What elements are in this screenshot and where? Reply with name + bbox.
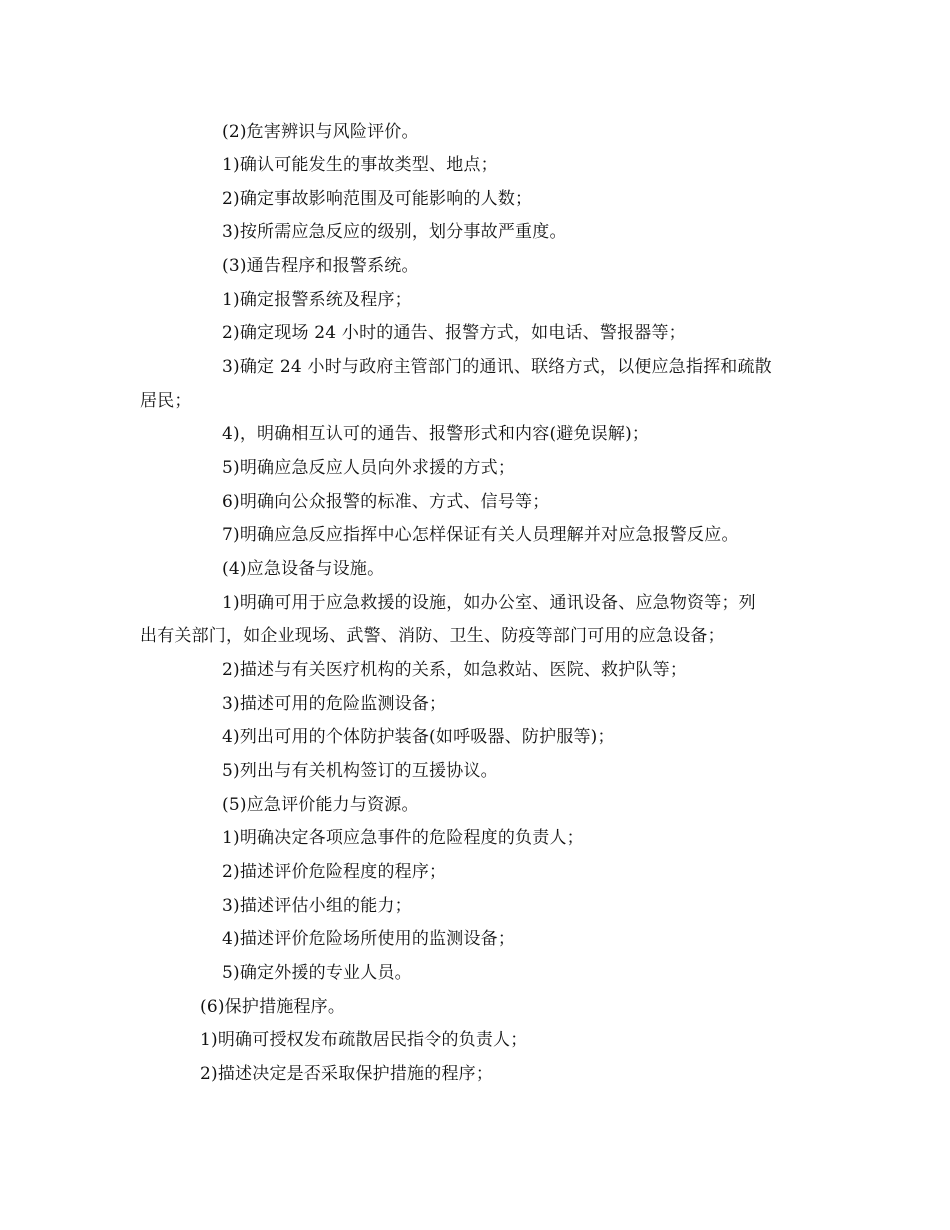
list-item: 1)确定报警系统及程序； (222, 290, 412, 310)
list-item: 1)确认可能发生的事故类型、地点； (222, 155, 498, 175)
list-item: 3)确定 24 小时与政府主管部门的通讯、联络方式，以便应急指挥和疏散 (222, 357, 772, 377)
list-item: 5)确定外援的专业人员。 (222, 963, 412, 983)
section-heading-6: (6)保护措施程序。 (200, 997, 346, 1017)
list-item: 2)确定现场 24 小时的通告、报警方式，如电话、警报器等； (222, 323, 686, 343)
section-heading-5: (5)应急评价能力与资源。 (222, 795, 419, 815)
list-item-continuation: 居民； (140, 391, 192, 411)
list-item: 4)列出可用的个体防护装备(如呼吸器、防护服等)； (222, 727, 615, 747)
list-item: 5)明确应急反应人员向外求援的方式； (222, 458, 516, 478)
list-item: 3)描述可用的危险监测设备； (222, 694, 447, 714)
list-item: 2)描述决定是否采取保护措施的程序； (200, 1064, 494, 1084)
list-item: 5)列出与有关机构签订的互援协议。 (222, 761, 498, 781)
list-item: 7)明确应急反应指挥中心怎样保证有关人员理解并对应急报警反应。 (222, 525, 739, 545)
section-heading-4: (4)应急设备与设施。 (222, 559, 385, 579)
list-item-continuation: 出有关部门，如企业现场、武警、消防、卫生、防疫等部门可用的应急设备； (140, 626, 725, 646)
list-item: 3)描述评估小组的能力； (222, 896, 412, 916)
list-item: 2)描述与有关医疗机构的关系，如急救站、医院、救护队等； (222, 660, 688, 680)
list-item: 2)确定事故影响范围及可能影响的人数； (222, 189, 533, 209)
list-item: 1)明确可授权发布疏散居民指令的负责人； (200, 1030, 528, 1050)
section-heading-3: (3)通告程序和报警系统。 (222, 256, 419, 276)
list-item: 1)明确可用于应急救援的设施，如办公室、通讯设备、应急物资等；列 (222, 593, 756, 613)
list-item: 3)按所需应急反应的级别，划分事故严重度。 (222, 222, 567, 242)
list-item: 2)描述评价危险程度的程序； (222, 862, 447, 882)
list-item: 4)，明确相互认可的通告、报警形式和内容(避免误解)； (222, 424, 650, 444)
list-item: 1)明确决定各项应急事件的危险程度的负责人； (222, 828, 584, 848)
list-item: 4)描述评价危险场所使用的监测设备； (222, 929, 516, 949)
section-heading-2: (2)危害辨识与风险评价。 (222, 122, 419, 142)
list-item: 6)明确向公众报警的标准、方式、信号等； (222, 492, 550, 512)
